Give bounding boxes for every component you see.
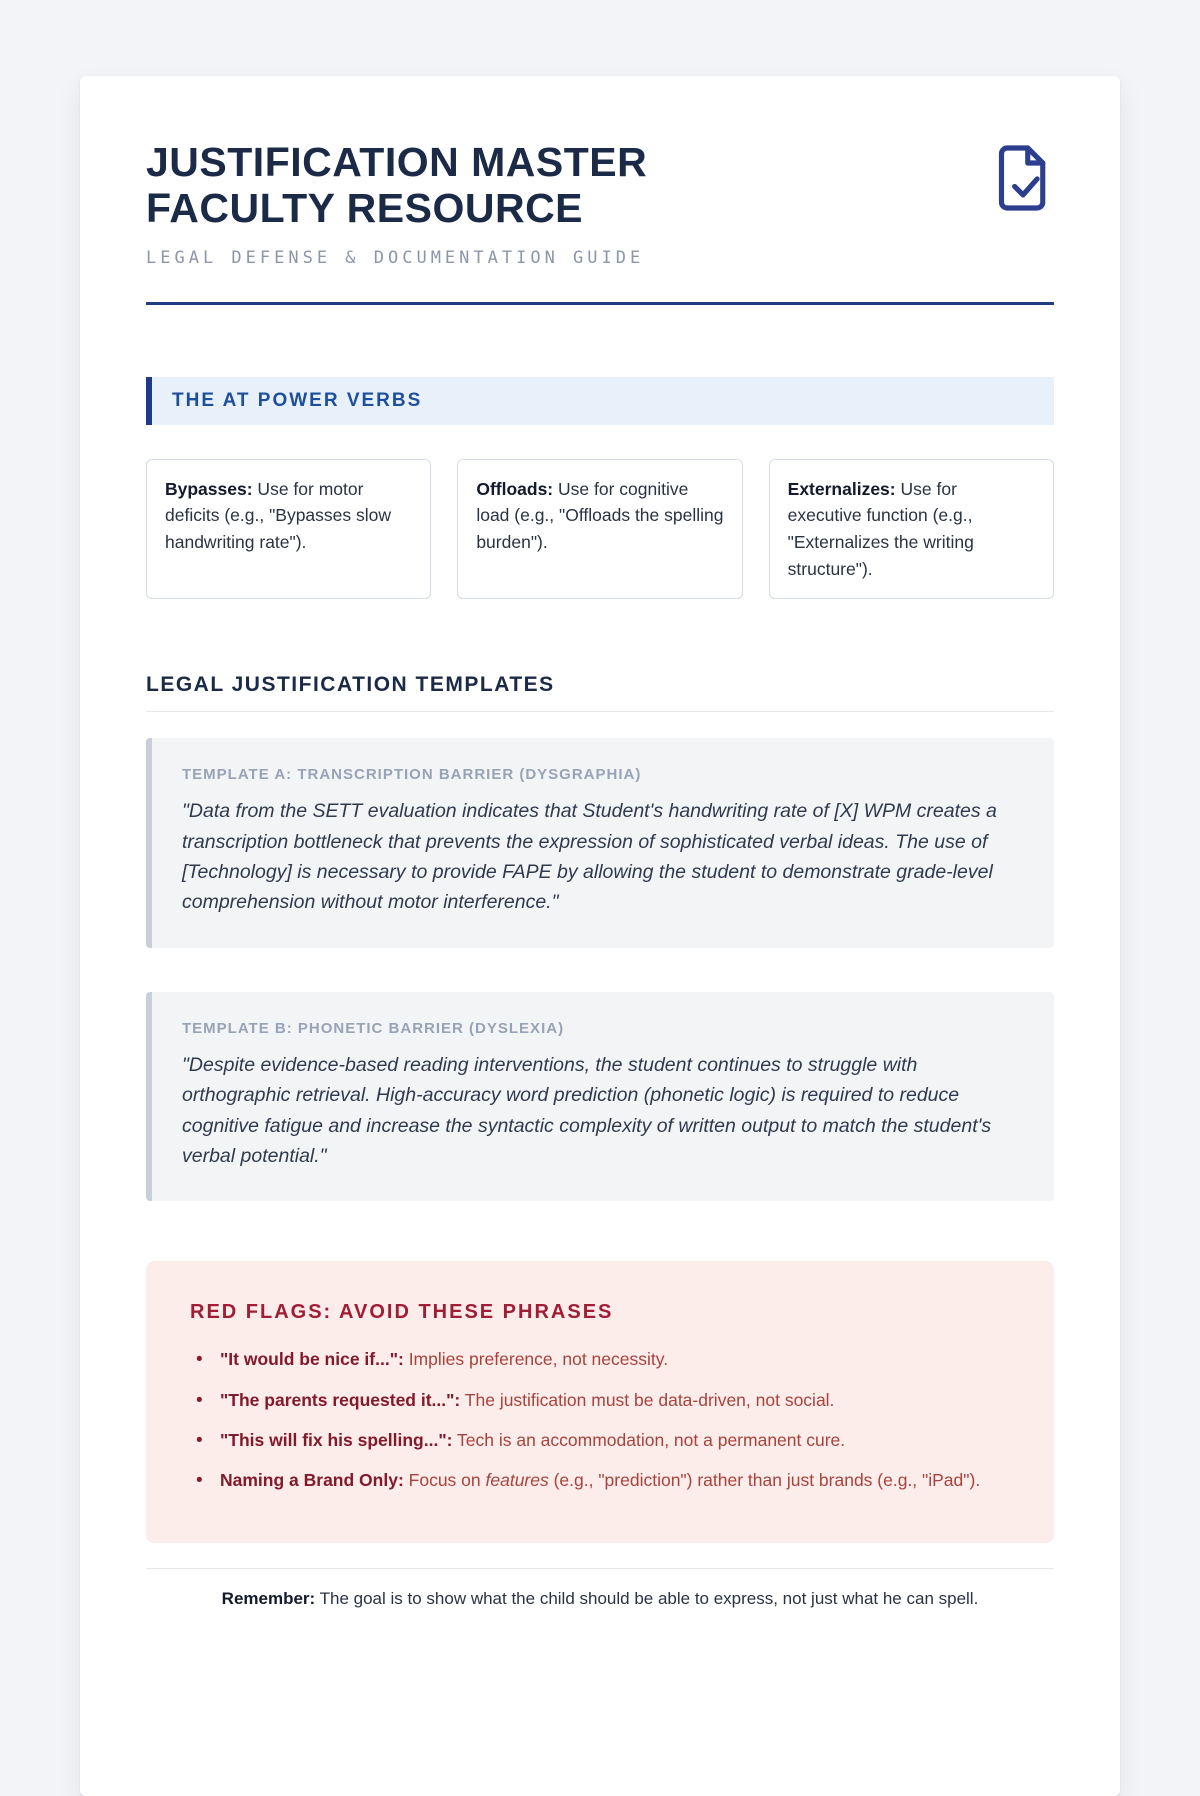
template-a-box bbox=[146, 738, 1054, 948]
red-flag-lead: "The parents requested it...": bbox=[220, 1389, 461, 1410]
section-heading-power-verbs: THE AT POWER VERBS bbox=[146, 377, 1054, 425]
page-title-line1: JUSTIFICATION MASTER bbox=[146, 139, 648, 185]
section-heading-templates: LEGAL JUSTIFICATION TEMPLATES bbox=[146, 673, 1054, 712]
red-flag-text: The justification must be data-driven, not social. bbox=[460, 1389, 835, 1410]
power-verb-text: Use for executive function (e.g., "Externalizes the writing structure"). bbox=[787, 478, 974, 579]
power-verb-card-offloads bbox=[457, 459, 742, 599]
red-flag-text: Implies preference, not necessity. bbox=[403, 1349, 669, 1370]
power-verb-card-externalizes bbox=[769, 459, 1054, 599]
red-flags-box bbox=[146, 1261, 1054, 1543]
red-flag-lead: Naming a Brand Only: bbox=[220, 1470, 404, 1491]
template-b-label: TEMPLATE B: PHONETIC BARRIER (DYSLEXIA) bbox=[182, 1019, 565, 1037]
power-verb-text: Use for cognitive load (e.g., "Offloads the spelling burden"). bbox=[476, 478, 724, 552]
template-a-quote: "Data from the SETT evaluation indicates that Student's handwriting rate of [X] WPM creates a transcription bottleneck that prevents the expression of sophisticated verbal ideas. The use of [Technology] is necessary to provide FAPE by allowing the student to demonstrate grade-level comprehension without motor interference." bbox=[182, 800, 997, 914]
document-footer bbox=[146, 1568, 1054, 1609]
header-divider bbox=[146, 302, 1054, 305]
red-flag-lead: "This will fix his spelling...": bbox=[220, 1429, 453, 1450]
red-flag-lead: "It would be nice if...": bbox=[220, 1349, 404, 1370]
template-b-quote: "Despite evidence-based reading interventions, the student continues to struggle with orthographic retrieval. High-accuracy word prediction (phonetic logic) is required to reduce cognitive fatigue and increase the syntactic complexity of written output to match the student's verbal potential." bbox=[182, 1053, 992, 1168]
document-header bbox=[146, 140, 1054, 232]
red-flags-heading: RED FLAGS: AVOID THESE PHRASES bbox=[190, 1301, 614, 1324]
red-flag-item bbox=[194, 1427, 984, 1453]
footer-lead: Remember: bbox=[221, 1589, 316, 1608]
template-b-box bbox=[146, 992, 1054, 1202]
document-check-icon bbox=[994, 144, 1054, 217]
page-title bbox=[146, 140, 647, 232]
power-verb-cards bbox=[146, 459, 1054, 599]
template-a-label: TEMPLATE A: TRANSCRIPTION BARRIER (DYSGRAPHIA) bbox=[182, 766, 642, 784]
power-verb-term: Externalizes: bbox=[787, 478, 896, 499]
red-flag-italic: features bbox=[485, 1470, 549, 1491]
page-title-line2: FACULTY RESOURCE bbox=[146, 184, 584, 231]
power-verb-term: Bypasses: bbox=[165, 478, 253, 499]
power-verb-card-bypasses bbox=[146, 459, 431, 599]
document-sheet bbox=[80, 76, 1120, 1796]
red-flag-item bbox=[194, 1346, 984, 1372]
red-flag-text: Focus on bbox=[403, 1470, 486, 1491]
red-flag-item bbox=[194, 1387, 984, 1413]
red-flag-item bbox=[194, 1467, 984, 1493]
power-verb-term: Offloads: bbox=[476, 478, 554, 499]
footer-text: The goal is to show what the child should be able to express, not just what he can spell. bbox=[315, 1589, 979, 1608]
red-flag-text-post: (e.g., "prediction") rather than just brands (e.g., "iPad"). bbox=[548, 1470, 981, 1491]
power-verb-text: Use for motor deficits (e.g., "Bypasses slow handwriting rate"). bbox=[165, 478, 392, 552]
red-flags-list bbox=[190, 1346, 1010, 1493]
document-subtitle: LEGAL DEFENSE & DOCUMENTATION GUIDE bbox=[146, 247, 645, 268]
red-flag-text: Tech is an accommodation, not a permanent cure. bbox=[452, 1429, 846, 1450]
